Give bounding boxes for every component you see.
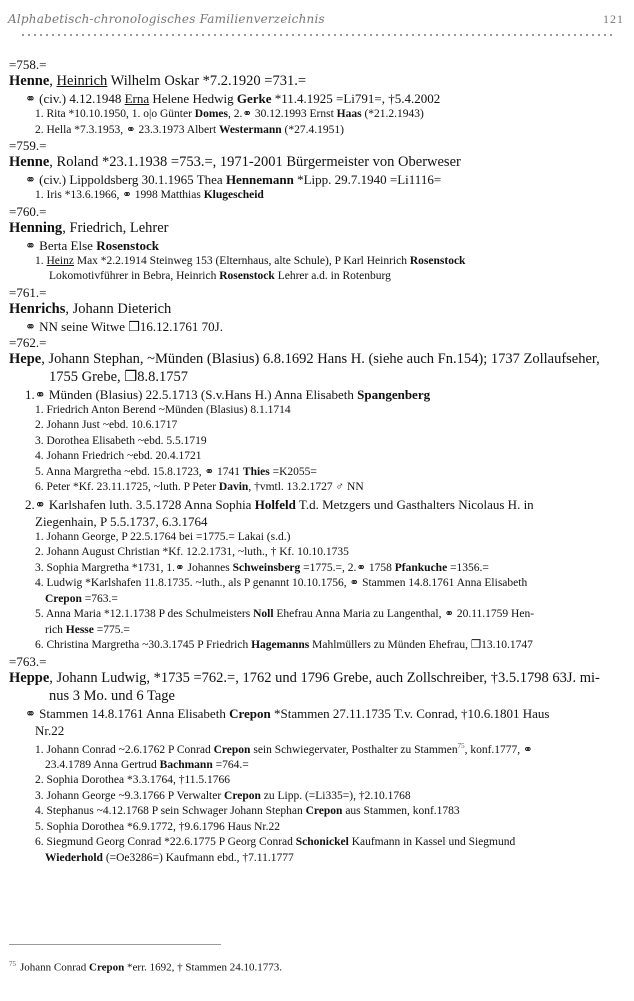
- child-line: 5. Anna Maria *12.1.1738 P des Schulmeisters Noll Ehefrau Anna Maria zu Langenthal, ⚭ 20.11.1759 Hen-: [35, 608, 535, 620]
- child-line: 2. Hella *7.3.1953, ⚭ 23.3.1973 Albert Westermann (*27.4.1951): [35, 123, 344, 136]
- spouse-line: ⚭ (civ.) 4.12.1948 Erna Helene Hedwig Gerke *11.4.1925 =Li791=, †5.4.2002: [25, 91, 441, 106]
- family-number: =759.=: [9, 138, 47, 153]
- child-line: Wiederhold (=Oe3286=) Kaufmann ebd., †7.11.1777: [45, 851, 294, 864]
- child-line: 1. Johann Conrad ~2.6.1762 P Conrad Crepon sein Schwiegervater, Posthalter zu Stammen$^{75}$, konf.1777, ⚭: [35, 741, 533, 756]
- footnote-text: Johann Conrad Crepon *err. 1692, † Stammen 24.10.1773.: [20, 961, 282, 974]
- family-entry: [9, 654, 621, 867]
- page-number: 121: [603, 12, 624, 26]
- family-number: =763.=: [9, 653, 47, 669]
- family-number: =758.=: [9, 57, 47, 72]
- family-number: =761.=: [9, 284, 47, 300]
- entry-heading: nus 3 Mo. und 6 Tage: [49, 687, 175, 704]
- page-header: [8, 12, 626, 28]
- spouse-line: Ziegenhain, P 5.5.1737, 6.3.1764: [35, 513, 208, 529]
- spouse-line: ⚭ NN seine Witwe ❒16.12.1761 70J.: [25, 318, 223, 334]
- child-line: 1. Heinz Max *2.2.1914 Steinweg 153 (Elternhaus, alte Schule), P Karl Heinrich Rosenstock: [35, 254, 466, 267]
- entry-heading: Hepe, Johann Stephan, ~Münden (Blasius) 6.8.1692 Hans H. (siehe auch Fn.154); 1737 Zollaufseher,: [9, 350, 600, 367]
- child-line: 6. Siegmund Georg Conrad *22.6.1775 P Georg Conrad Schonickel Kaufmann in Kassel und Siegmund: [35, 836, 516, 849]
- spouse-line: ⚭ (civ.) Lippoldsberg 30.1.1965 Thea Hennemann *Lipp. 29.7.1940 =Li1116=: [25, 172, 442, 187]
- child-line: 1. Johann George, P 22.5.1764 bei =1775.= Lakai (s.d.): [35, 530, 291, 543]
- entry-heading: Henne, Heinrich Wilhelm Oskar *7.2.1920 =731.=: [9, 73, 307, 89]
- child-line: 6. Peter *Kf. 23.11.1725, ~luth. P Peter Davin, †vmtl. 13.2.1727 ♂ NN: [35, 481, 364, 493]
- family-entry: [9, 138, 621, 204]
- footnote-mark: 75: [9, 960, 16, 968]
- spouse-line: 2.⚭ Karlshafen luth. 3.5.1728 Anna Sophia Holfeld T.d. Metzgers und Gasthalters Nicolaus H. in: [25, 496, 534, 512]
- running-title: Alphabetisch-chronologisches Familienverzeichnis: [8, 12, 325, 26]
- entry-heading: Heppe, Johann Ludwig, *1735 =762.=, 1762 und 1796 Grebe, auch Zollschreiber, †3.5.1798 63J. mi-: [9, 669, 600, 686]
- spouse-line: ⚭ Stammen 14.8.1761 Anna Elisabeth Crepon *Stammen 27.11.1735 T.v. Conrad, †10.6.1801 Haus: [25, 705, 550, 721]
- family-entries: [9, 57, 621, 866]
- child-line: 5. Sophia Dorothea *6.9.1772, †9.6.1796 Haus Nr.22: [35, 820, 280, 833]
- child-line: 3. Johann George ~9.3.1766 P Verwalter Crepon zu Lipp. (=Li335=), †2.10.1768: [35, 789, 411, 802]
- child-line: 4. Stephanus ~4.12.1768 P sein Schwager Johann Stephan Crepon aus Stammen, konf.1783: [35, 805, 460, 818]
- spouse-line: Nr.22: [35, 722, 65, 738]
- family-number: =760.=: [9, 203, 47, 219]
- spouse-line: ⚭ Berta Else Rosenstock: [25, 237, 160, 253]
- child-line: Crepon =763.=: [45, 592, 118, 605]
- entry-heading: Henrichs, Johann Dieterich: [9, 300, 172, 317]
- child-line: 4. Johann Friedrich ~ebd. 20.4.1721: [35, 450, 202, 462]
- child-line: 1. Rita *10.10.1950, 1. o|o Günter Domes, 2.⚭ 30.12.1993 Ernst Haas (*21.2.1943): [35, 108, 424, 120]
- family-number: =762.=: [9, 334, 47, 350]
- child-line: 4. Ludwig *Karlshafen 11.8.1735. ~luth., als P genannt 10.10.1756, ⚭ Stammen 14.8.1761 Anna Elisabeth: [35, 577, 528, 589]
- entry-heading: Henne, Roland *23.1.1938 =753.=, 1971-2001 Bürgermeister von Oberweser: [9, 154, 461, 170]
- footnote: [9, 957, 282, 975]
- child-line: 2. Johann August Christian *Kf. 12.2.1731, ~luth., † Kf. 10.10.1735: [35, 546, 349, 558]
- entry-heading: 1755 Grebe, ❒8.8.1757: [49, 368, 189, 385]
- footnote-rule: [9, 944, 221, 945]
- family-entry: [9, 335, 621, 654]
- family-entry: [9, 285, 621, 335]
- child-line: 3. Dorothea Elisabeth ~ebd. 5.5.1719: [35, 434, 207, 447]
- entry-heading: Henning, Friedrich, Lehrer: [9, 219, 169, 236]
- child-line: 1. Friedrich Anton Berend ~Münden (Blasius) 8.1.1714: [35, 403, 291, 416]
- child-line: Lokomotivführer in Bebra, Heinrich Rosenstock Lehrer a.d. in Rotenburg: [49, 270, 391, 282]
- child-line: 3. Sophia Margretha *1731, 1.⚭ Johannes Schweinsberg =1775.=, 2.⚭ 1758 Pfankuche =1356.=: [35, 561, 489, 574]
- child-line: 5. Anna Margretha ~ebd. 15.8.1723, ⚭ 1741 Thies =K2055=: [35, 465, 317, 478]
- family-entry: [9, 57, 621, 138]
- spouse-line: 1.⚭ Münden (Blasius) 22.5.1713 (S.v.Hans H.) Anna Elisabeth Spangenberg: [25, 386, 431, 402]
- child-line: 2. Johann Just ~ebd. 10.6.1717: [35, 419, 178, 431]
- child-line: rich Hesse =775.=: [45, 623, 130, 636]
- ornamental-rule: [20, 32, 616, 38]
- child-line: 23.4.1789 Anna Gertrud Bachmann =764.=: [45, 758, 249, 771]
- family-entry: [9, 204, 621, 285]
- child-line: 1. Iris *13.6.1966, ⚭ 1998 Matthias Klugescheid: [35, 189, 264, 201]
- child-line: 6. Christina Margretha ~30.3.1745 P Friedrich Hagemanns Mahlmüllers zu Münden Ehefrau, ❒13.10.1747: [35, 639, 533, 651]
- child-line: 2. Sophia Dorothea *3.3.1764, †11.5.1766: [35, 774, 231, 787]
